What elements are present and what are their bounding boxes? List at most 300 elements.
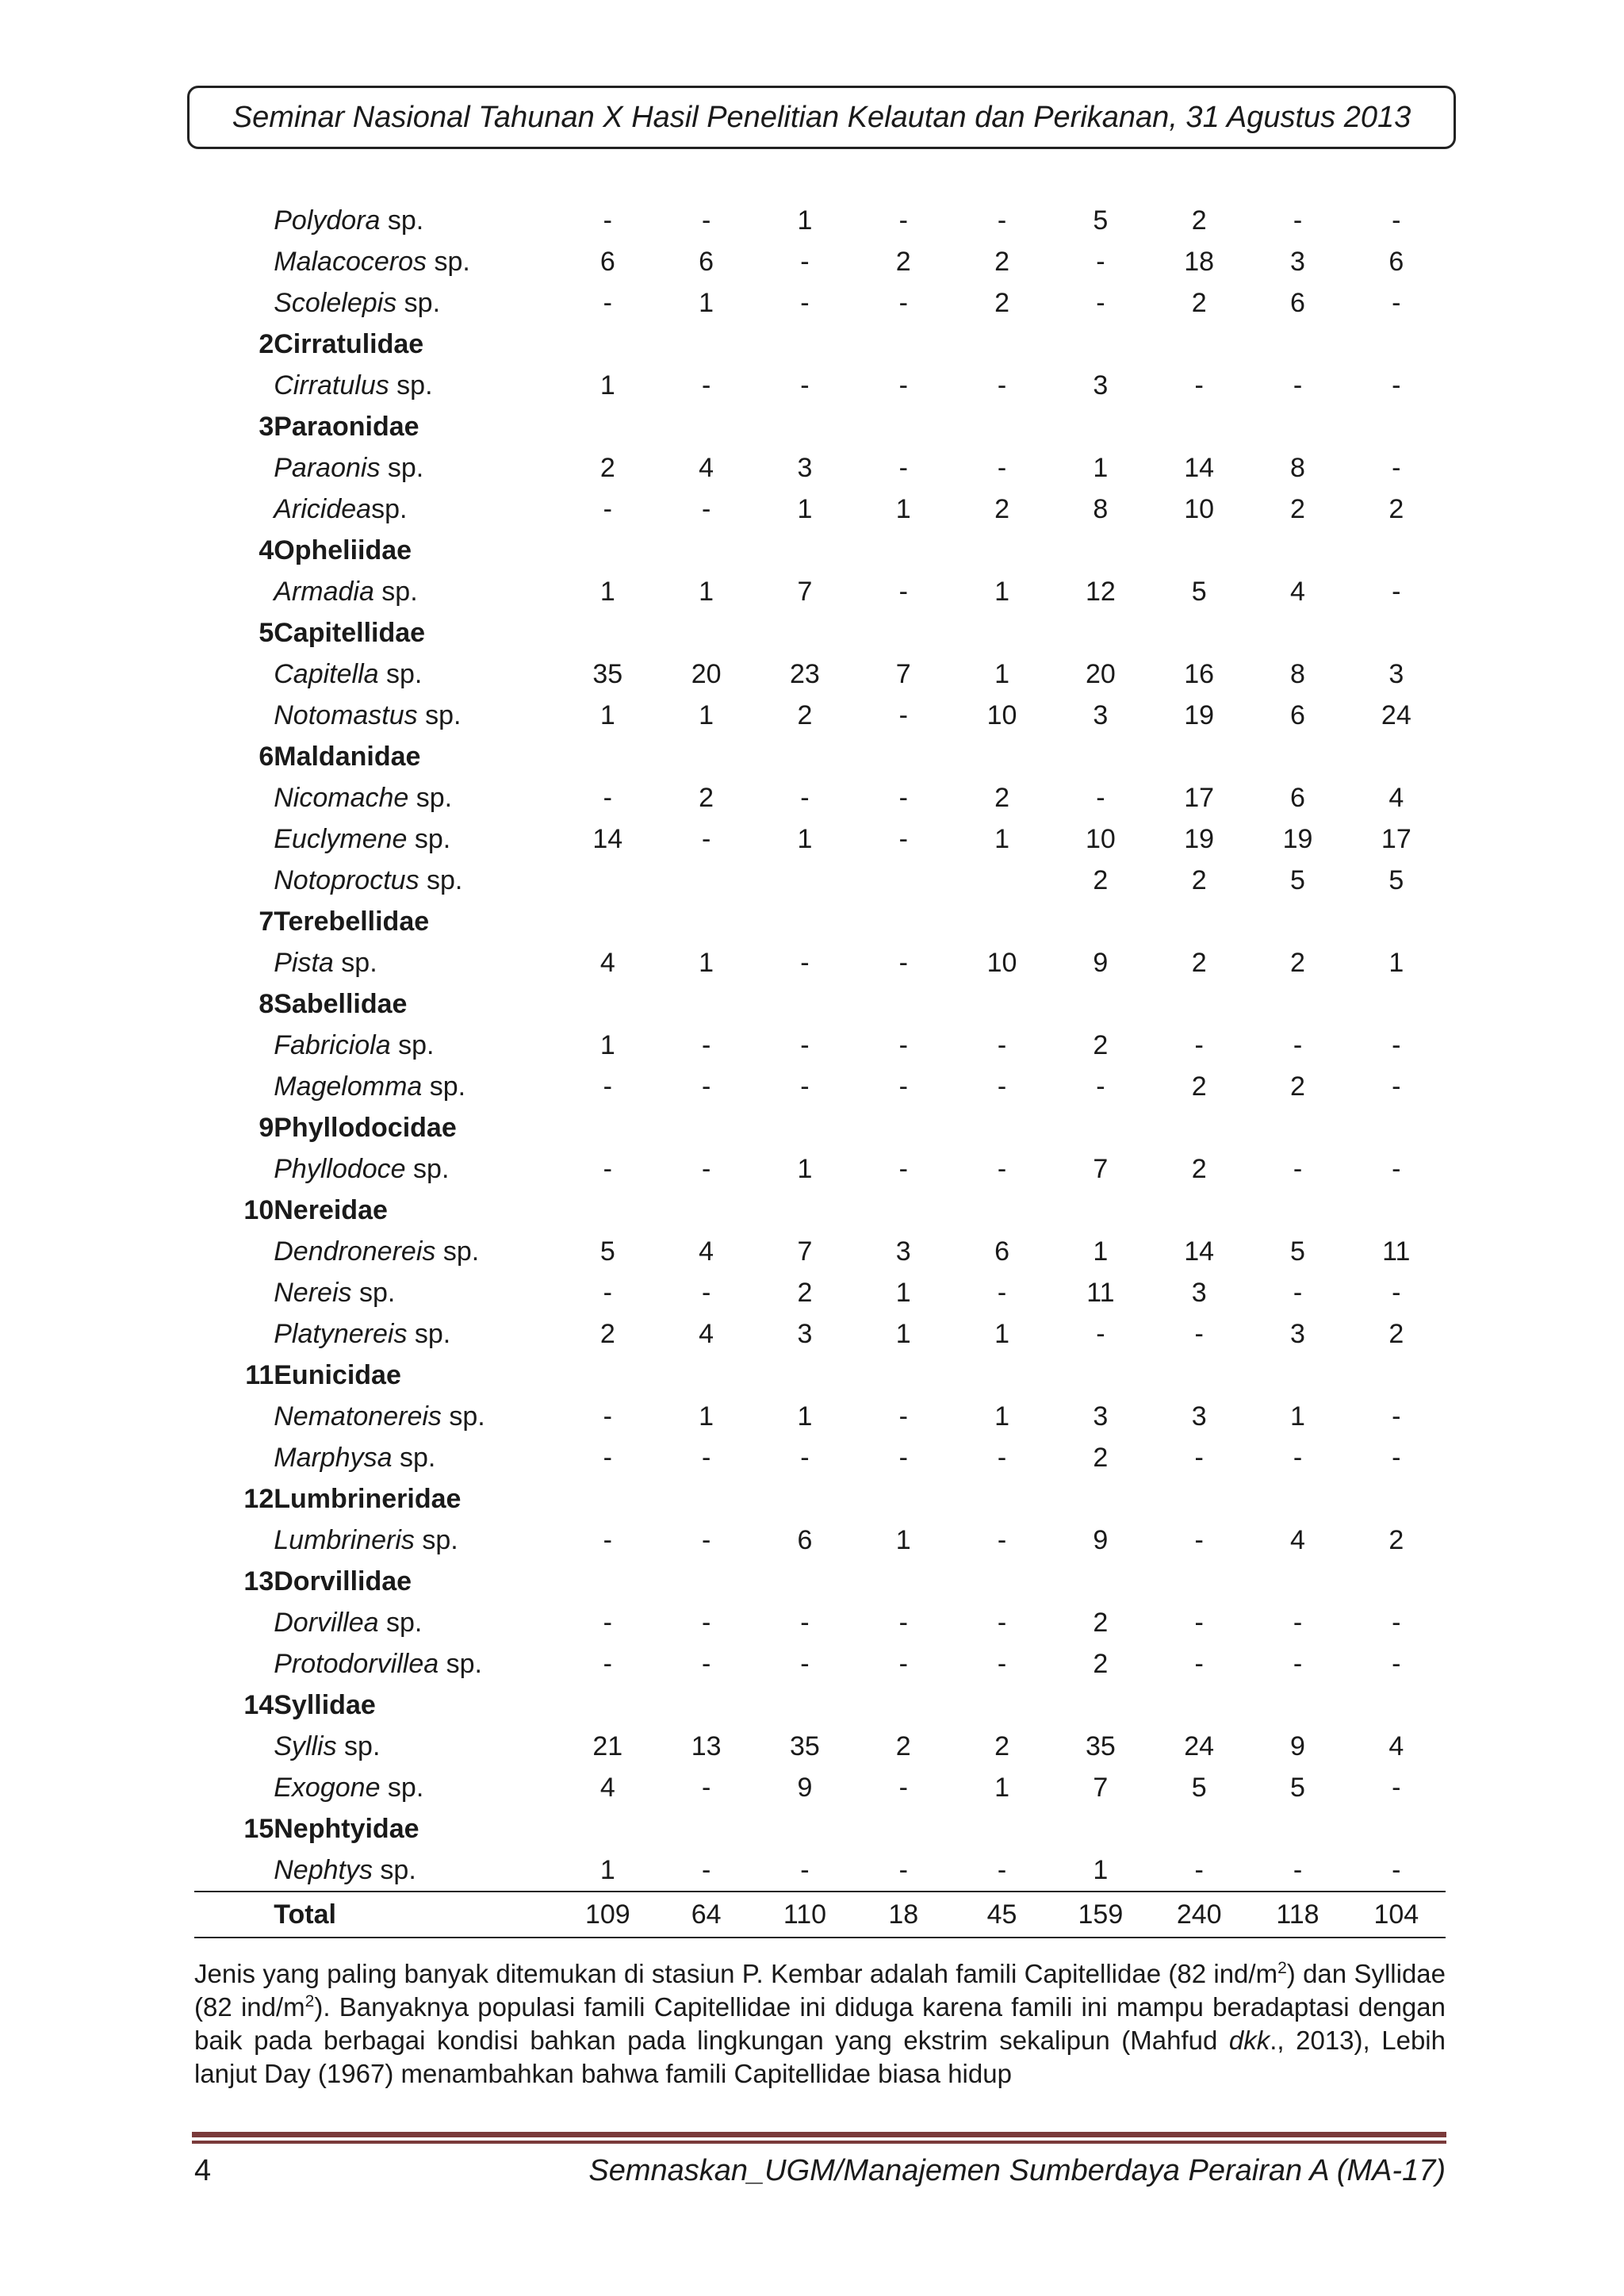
species-suffix: sp.	[336, 1731, 381, 1761]
count-cell: -	[997, 1071, 1007, 1102]
species-suffix: sp.	[380, 205, 424, 236]
empty-cell	[1150, 406, 1248, 447]
species-name	[274, 1066, 558, 1107]
genus-name: Nematonereis	[274, 1401, 442, 1432]
empty-cell	[657, 1685, 755, 1726]
family-row	[194, 1561, 1446, 1602]
empty-cell	[1347, 324, 1446, 365]
species-suffix: sp.	[380, 453, 424, 483]
family-number: 2	[259, 329, 274, 359]
empty-cell	[657, 901, 755, 942]
genus-name: Syllis	[274, 1731, 337, 1761]
count-cell: 2	[1290, 1071, 1305, 1102]
count-cell: -	[800, 1030, 810, 1060]
count-cell: -	[1194, 1319, 1204, 1349]
count-cell: 1	[994, 577, 1010, 607]
count-cell: -	[701, 205, 711, 236]
count-cell: 35	[592, 659, 623, 689]
count-cell: 7	[1093, 1154, 1109, 1184]
species-suffix: sp.	[373, 577, 418, 607]
count-cell: 2	[994, 494, 1010, 524]
count-cell: -	[603, 1608, 612, 1638]
empty-cell	[194, 1148, 274, 1190]
empty-cell	[558, 1478, 657, 1520]
count-cell: -	[997, 370, 1007, 401]
count-cell: 20	[1085, 659, 1116, 689]
count-cell: -	[898, 288, 908, 318]
count-cell: -	[898, 453, 908, 483]
count-cell: 14	[1184, 453, 1215, 483]
species-suffix: sp.	[333, 948, 377, 978]
empty-cell	[854, 901, 952, 942]
empty-cell	[194, 1602, 274, 1643]
count-cell: 35	[790, 1731, 820, 1761]
empty-cell	[854, 983, 952, 1025]
count-cell: 2	[1388, 1319, 1404, 1349]
count-cell: 17	[1381, 824, 1411, 854]
genus-name: Platynereis	[274, 1319, 408, 1349]
species-suffix: sp.	[439, 1649, 482, 1679]
genus-name: Aricidea	[274, 494, 372, 524]
count-cell: 1	[797, 1154, 813, 1184]
empty-cell	[1248, 983, 1346, 1025]
count-cell: 6	[1290, 288, 1305, 318]
count-cell: -	[898, 1071, 908, 1102]
count-cell: -	[1194, 1649, 1204, 1679]
empty-cell	[952, 983, 1051, 1025]
empty-cell	[1248, 612, 1346, 654]
paragraph-text-4: ., 2013), Lebih lanjut Day (1967) menambahkan bahwa famili Capitellidae biasa hidup	[194, 2026, 1446, 2088]
empty-cell	[558, 901, 657, 942]
empty-cell	[1150, 983, 1248, 1025]
count-cell: -	[800, 247, 810, 277]
count-cell: 4	[1290, 577, 1305, 607]
empty-cell	[1248, 1478, 1346, 1520]
count-cell: 1	[994, 659, 1010, 689]
total-label: Total	[274, 1892, 558, 1938]
family-name: Lumbrineridae	[274, 1484, 462, 1514]
count-cell: 2	[699, 783, 714, 813]
species-row	[194, 1066, 1446, 1107]
empty-cell	[194, 282, 274, 324]
empty-cell	[657, 1190, 755, 1231]
count-cell: -	[701, 1649, 711, 1679]
empty-cell	[1248, 1685, 1346, 1726]
empty-cell	[194, 695, 274, 736]
count-cell: -	[898, 1030, 908, 1060]
count-cell: 4	[1290, 1525, 1305, 1555]
count-cell: -	[1392, 1154, 1401, 1184]
count-cell: -	[898, 1154, 908, 1184]
empty-cell	[194, 818, 274, 860]
count-cell: -	[701, 494, 711, 524]
count-cell: 5	[1191, 577, 1207, 607]
count-cell	[952, 860, 1051, 901]
count-cell: 3	[1191, 1278, 1207, 1308]
count-cell: 2	[1093, 1030, 1109, 1060]
empty-cell	[1347, 1107, 1446, 1148]
count-cell: -	[603, 1649, 612, 1679]
count-cell: 1	[599, 370, 615, 401]
empty-cell	[558, 406, 657, 447]
empty-cell	[1051, 324, 1150, 365]
empty-cell	[756, 612, 854, 654]
count-cell: 1	[599, 577, 615, 607]
family-row	[194, 1107, 1446, 1148]
empty-cell	[952, 1561, 1051, 1602]
count-cell	[657, 860, 755, 901]
empty-cell	[194, 942, 274, 983]
empty-cell	[1347, 1808, 1446, 1849]
count-cell: 1	[699, 1401, 714, 1432]
count-cell: -	[800, 1608, 810, 1638]
count-cell: -	[603, 494, 612, 524]
species-name	[274, 447, 558, 489]
species-suffix: sp.	[427, 247, 470, 277]
empty-cell	[952, 1685, 1051, 1726]
paragraph-text-3: ). Banyaknya populasi famili Capitellidae ini diduga karena famili ini mampu beradaptasi dengan baik pada berbagai kondisi bahkan pada lingkungan yang ekstrim sekalipun (Mahfud	[194, 1992, 1446, 2055]
footer-rule-thick	[192, 2132, 1446, 2137]
count-cell: 2	[1093, 1608, 1109, 1638]
count-cell: 2	[1191, 1154, 1207, 1184]
empty-cell	[1150, 1478, 1248, 1520]
empty-cell	[194, 1272, 274, 1313]
empty-cell	[1248, 1190, 1346, 1231]
count-cell: 2	[994, 247, 1010, 277]
family-name: Phyllodocidae	[274, 1113, 457, 1143]
species-row	[194, 282, 1446, 324]
empty-cell	[194, 365, 274, 406]
count-cell: -	[898, 205, 908, 236]
count-cell: 1	[797, 824, 813, 854]
count-cell: -	[701, 1855, 711, 1885]
empty-cell	[756, 1685, 854, 1726]
empty-cell	[756, 324, 854, 365]
empty-cell	[1051, 1190, 1150, 1231]
count-cell: 1	[1093, 1855, 1109, 1885]
empty-cell	[854, 1478, 952, 1520]
count-cell: 3	[797, 453, 813, 483]
count-cell: -	[800, 1443, 810, 1473]
empty-cell	[952, 1107, 1051, 1148]
empty-cell	[756, 983, 854, 1025]
empty-cell	[756, 1190, 854, 1231]
empty-cell	[194, 1066, 274, 1107]
genus-name: Fabriciola	[274, 1030, 391, 1060]
empty-cell	[558, 1190, 657, 1231]
species-suffix: sp.	[390, 1030, 435, 1060]
family-row	[194, 1355, 1446, 1396]
empty-cell	[657, 736, 755, 777]
empty-cell	[1347, 736, 1446, 777]
species-suffix: sp.	[408, 783, 453, 813]
count-cell: -	[800, 1649, 810, 1679]
count-cell: 7	[797, 1236, 813, 1267]
count-cell: -	[997, 453, 1007, 483]
genus-name: Cirratulus	[274, 370, 389, 401]
genus-name: Armadia	[274, 577, 374, 607]
species-suffix: sp.	[371, 494, 408, 524]
empty-cell	[1347, 406, 1446, 447]
species-row	[194, 1148, 1446, 1190]
count-cell: 2	[1191, 948, 1207, 978]
empty-cell	[194, 489, 274, 530]
species-suffix: sp.	[351, 1278, 396, 1308]
empty-cell	[756, 530, 854, 571]
empty-cell	[952, 1478, 1051, 1520]
family-name: Cirratulidae	[274, 329, 424, 359]
empty-cell	[1248, 324, 1346, 365]
count-cell: -	[997, 205, 1007, 236]
species-row	[194, 1643, 1446, 1685]
species-name	[274, 1272, 558, 1313]
count-cell: 4	[599, 1773, 615, 1803]
count-cell: -	[603, 1154, 612, 1184]
species-suffix: sp.	[419, 865, 463, 895]
count-cell: 6	[699, 247, 714, 277]
count-cell: 2	[895, 247, 911, 277]
empty-cell	[756, 1808, 854, 1849]
empty-cell	[657, 1808, 755, 1849]
count-cell: 9	[1093, 948, 1109, 978]
species-name	[274, 282, 558, 324]
count-cell: 7	[1093, 1773, 1109, 1803]
count-cell: -	[800, 1855, 810, 1885]
empty-cell	[1051, 1808, 1150, 1849]
empty-cell	[756, 736, 854, 777]
count-cell: -	[701, 1030, 711, 1060]
genus-name: Nicomache	[274, 783, 409, 813]
empty-cell	[1150, 612, 1248, 654]
count-cell: -	[701, 1773, 711, 1803]
empty-cell	[194, 1767, 274, 1808]
species-row	[194, 489, 1446, 530]
family-name: Opheliidae	[274, 535, 412, 565]
species-name	[274, 1726, 558, 1767]
species-name	[274, 1313, 558, 1355]
empty-cell	[756, 901, 854, 942]
count-cell: 16	[1184, 659, 1215, 689]
count-cell: -	[1293, 1278, 1303, 1308]
empty-cell	[194, 241, 274, 282]
count-cell: -	[1392, 1030, 1401, 1060]
count-cell: 5	[599, 1236, 615, 1267]
family-name: Nereidae	[274, 1195, 388, 1225]
count-cell: 2	[1388, 1525, 1404, 1555]
count-cell: 6	[1388, 247, 1404, 277]
count-cell: 2	[599, 1319, 615, 1349]
total-cell: 18	[854, 1892, 952, 1938]
empty-cell	[854, 1355, 952, 1396]
empty-cell	[1248, 901, 1346, 942]
species-row	[194, 1272, 1446, 1313]
empty-cell	[952, 1355, 1051, 1396]
empty-cell	[854, 612, 952, 654]
species-name	[274, 654, 558, 695]
family-row	[194, 1808, 1446, 1849]
count-cell: 1	[994, 1401, 1010, 1432]
family-row	[194, 983, 1446, 1025]
empty-cell	[194, 654, 274, 695]
species-name	[274, 241, 558, 282]
count-cell: 6	[1290, 700, 1305, 730]
count-cell: 3	[1290, 247, 1305, 277]
species-row	[194, 1726, 1446, 1767]
empty-cell	[558, 1685, 657, 1726]
count-cell: 19	[1184, 824, 1215, 854]
count-cell: 35	[1085, 1731, 1116, 1761]
empty-cell	[1248, 406, 1346, 447]
genus-name: Lumbrineris	[274, 1525, 415, 1555]
count-cell: 6	[797, 1525, 813, 1555]
empty-cell	[194, 1396, 274, 1437]
count-cell: 1	[699, 948, 714, 978]
empty-cell	[756, 1478, 854, 1520]
count-cell: 5	[1093, 205, 1109, 236]
family-number: 11	[245, 1360, 274, 1390]
species-row	[194, 1520, 1446, 1561]
count-cell: 2	[1191, 1071, 1207, 1102]
family-name: Maldanidae	[274, 742, 421, 772]
empty-cell	[1347, 1478, 1446, 1520]
empty-cell	[1248, 1808, 1346, 1849]
family-number: 13	[243, 1566, 274, 1596]
empty-cell	[657, 1107, 755, 1148]
count-cell: -	[1392, 453, 1401, 483]
family-row	[194, 612, 1446, 654]
species-name	[274, 571, 558, 612]
family-name: Terebellidae	[274, 907, 430, 937]
polychaete-table	[194, 200, 1446, 1938]
footer-rule-thin	[192, 2141, 1446, 2144]
page-header	[187, 86, 1456, 149]
count-cell: -	[1392, 1401, 1401, 1432]
family-number: 14	[243, 1690, 274, 1720]
count-cell: 11	[1086, 1278, 1115, 1308]
family-row	[194, 736, 1446, 777]
count-cell: 2	[1290, 494, 1305, 524]
empty-cell	[1051, 406, 1150, 447]
count-cell	[756, 860, 854, 901]
species-row	[194, 1231, 1446, 1272]
total-cell: 240	[1150, 1892, 1248, 1938]
family-number: 6	[259, 742, 274, 772]
species-name	[274, 777, 558, 818]
family-number: 15	[243, 1814, 274, 1844]
total-cell: 109	[558, 1892, 657, 1938]
family-number: 5	[259, 618, 274, 648]
count-cell: 2	[994, 783, 1010, 813]
empty-cell	[657, 1478, 755, 1520]
count-cell: 6	[1290, 783, 1305, 813]
species-row	[194, 1849, 1446, 1892]
empty-cell	[194, 1025, 274, 1066]
species-suffix: sp.	[414, 1525, 458, 1555]
count-cell: 1	[797, 494, 813, 524]
count-cell: 5	[1290, 1773, 1305, 1803]
count-cell: 10	[1085, 824, 1116, 854]
empty-cell	[194, 1520, 274, 1561]
count-cell: 1	[1290, 1401, 1305, 1432]
family-number: 10	[243, 1195, 274, 1225]
count-cell: 2	[599, 453, 615, 483]
empty-cell	[558, 324, 657, 365]
species-row	[194, 200, 1446, 241]
species-row	[194, 571, 1446, 612]
species-suffix: sp.	[378, 1608, 423, 1638]
species-name	[274, 489, 558, 530]
empty-cell	[1248, 1561, 1346, 1602]
count-cell: -	[997, 1608, 1007, 1638]
count-cell: 6	[599, 247, 615, 277]
count-cell: 10	[986, 948, 1017, 978]
count-cell: 1	[1093, 1236, 1109, 1267]
count-cell: -	[701, 370, 711, 401]
empty-cell	[854, 324, 952, 365]
empty-cell	[1347, 612, 1446, 654]
empty-cell	[1051, 1355, 1150, 1396]
count-cell: 21	[592, 1731, 623, 1761]
species-suffix: sp.	[441, 1401, 485, 1432]
genus-name: Paraonis	[274, 453, 381, 483]
body-paragraph	[194, 1957, 1446, 2091]
empty-cell	[952, 1808, 1051, 1849]
count-cell: -	[701, 824, 711, 854]
empty-cell	[854, 1190, 952, 1231]
count-cell: 11	[1382, 1236, 1411, 1267]
empty-cell	[194, 860, 274, 901]
count-cell: -	[603, 288, 612, 318]
empty-cell	[194, 1643, 274, 1685]
genus-name: Nereis	[274, 1278, 352, 1308]
count-cell: 19	[1184, 700, 1215, 730]
count-cell: -	[898, 1773, 908, 1803]
species-suffix: sp.	[392, 1443, 436, 1473]
count-cell: 1	[699, 288, 714, 318]
empty-cell	[854, 530, 952, 571]
family-name: Nephtyidae	[274, 1814, 419, 1844]
count-cell: -	[898, 1401, 908, 1432]
count-cell: -	[1392, 1773, 1401, 1803]
paragraph-italic: dkk	[1228, 2026, 1270, 2055]
species-suffix: sp.	[372, 1855, 416, 1885]
count-cell: -	[1194, 1525, 1204, 1555]
count-cell: 3	[895, 1236, 911, 1267]
count-cell: -	[997, 1030, 1007, 1060]
empty-cell	[1347, 1561, 1446, 1602]
count-cell: -	[1392, 1608, 1401, 1638]
species-row	[194, 818, 1446, 860]
count-cell: -	[1293, 370, 1303, 401]
empty-cell	[854, 1107, 952, 1148]
count-cell: 2	[994, 288, 1010, 318]
count-cell: -	[1293, 205, 1303, 236]
species-row	[194, 1396, 1446, 1437]
footer-text: Semnaskan_UGM/Manajemen Sumberdaya Perairan A (MA-17)	[588, 2154, 1446, 2187]
count-cell: 2	[1093, 1443, 1109, 1473]
species-suffix: sp.	[407, 1319, 451, 1349]
empty-cell	[194, 1849, 274, 1892]
count-cell: -	[997, 1443, 1007, 1473]
count-cell: 14	[1184, 1236, 1215, 1267]
empty-cell	[194, 777, 274, 818]
species-row	[194, 654, 1446, 695]
count-cell: -	[1194, 1608, 1204, 1638]
empty-cell	[1051, 736, 1150, 777]
count-cell: -	[1293, 1649, 1303, 1679]
empty-cell	[1051, 1107, 1150, 1148]
species-row	[194, 365, 1446, 406]
